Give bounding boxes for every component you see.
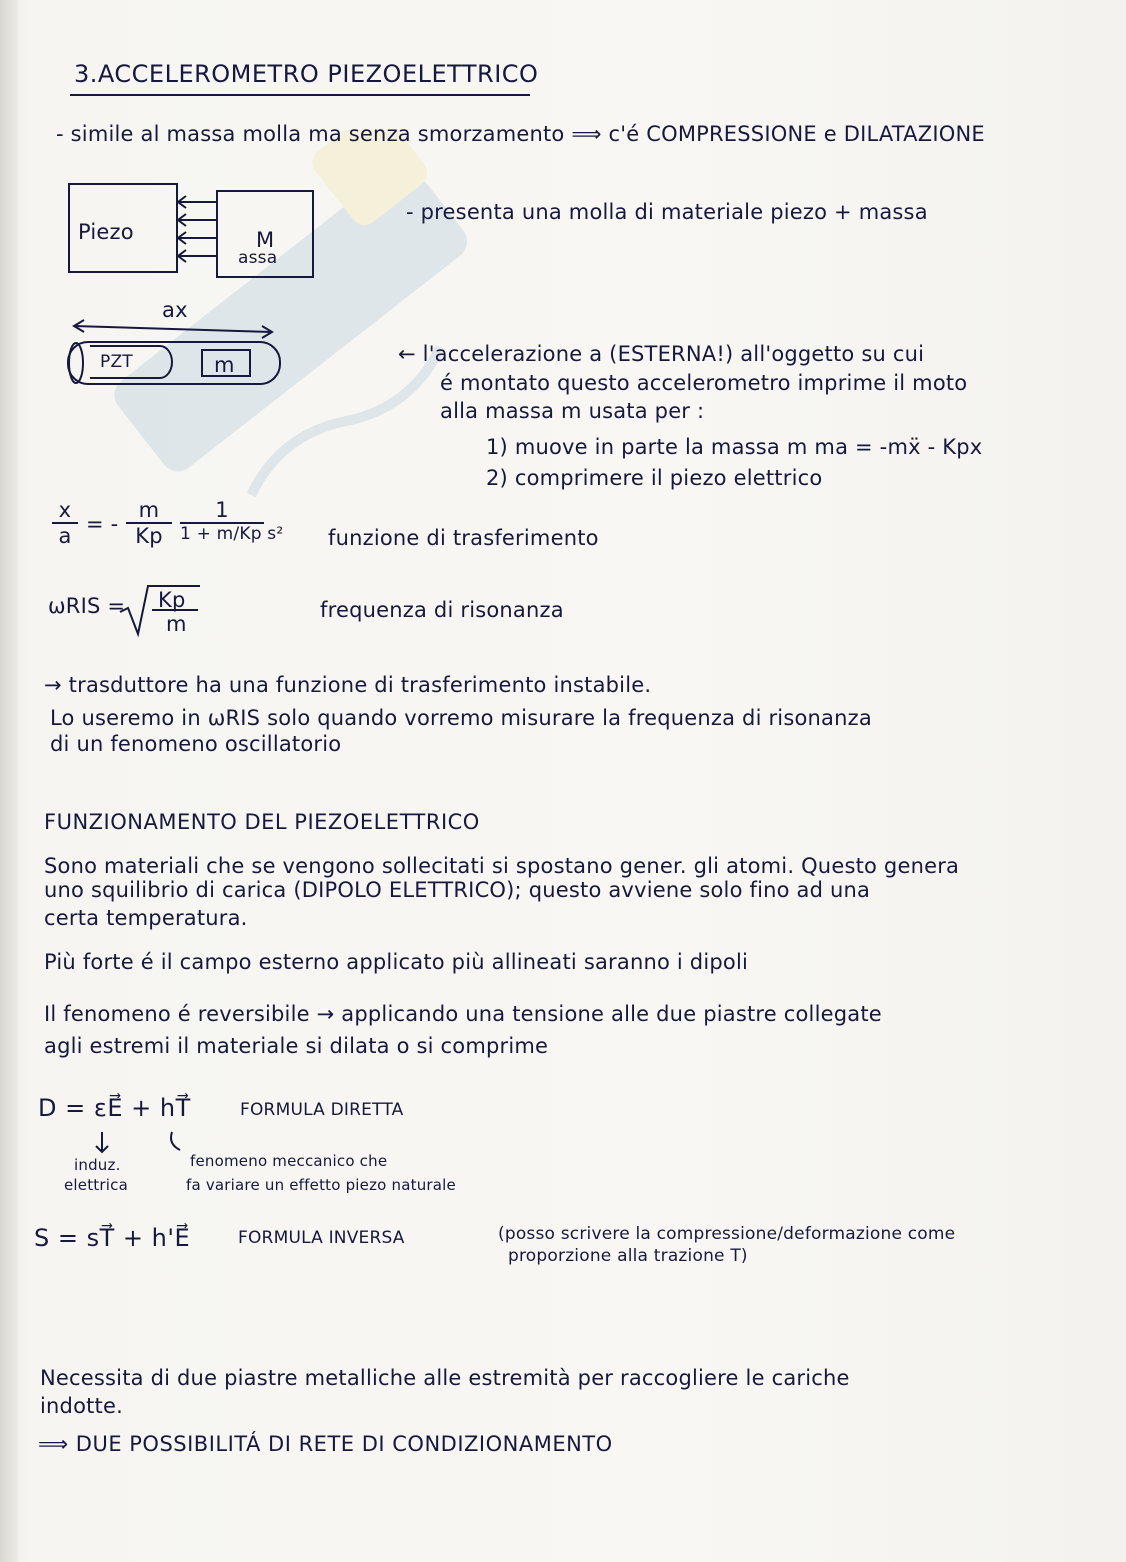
para5-line1: Necessita di due piastre metalliche alle estremità per raccogliere le cariche bbox=[40, 1366, 850, 1390]
mass-box bbox=[216, 190, 314, 278]
para1-line1: → trasduttore ha una funzione di trasferimento instabile. bbox=[44, 673, 652, 697]
formula-inverse-label: FORMULA INVERSA bbox=[238, 1228, 405, 1248]
accel-item-1: 1) muove in parte la massa m ma = -mẍ - Kpx bbox=[486, 435, 983, 459]
transfer-lhs-den: a bbox=[58, 524, 72, 548]
section2-title: FUNZIONAMENTO DEL PIEZOELETTRICO bbox=[44, 810, 480, 834]
spring-arrows bbox=[172, 190, 218, 274]
page-title: 3.ACCELEROMETRO PIEZOELETTRICO bbox=[74, 60, 539, 88]
accel-note-3: alla massa m usata per : bbox=[440, 399, 705, 423]
inverse-note-1: (posso scrivere la compressione/deformazione come bbox=[498, 1224, 956, 1244]
transfer-m-frac bbox=[126, 498, 172, 548]
direct-note-left-2: elettrica bbox=[64, 1176, 128, 1194]
transfer-lhs bbox=[52, 498, 78, 548]
direct-note-right-1: fenomeno meccanico che bbox=[190, 1152, 388, 1170]
transfer-m-num: m bbox=[126, 498, 172, 524]
para2-line2: uno squilibrio di carica (DIPOLO ELETTRICO); questo avviene solo fino ad una bbox=[44, 878, 871, 902]
resonance-num: Kp bbox=[158, 588, 186, 612]
para1-line3: di un fenomeno oscillatorio bbox=[50, 732, 342, 756]
formula-direct-label: FORMULA DIRETTA bbox=[240, 1100, 404, 1120]
accel-note-1: ← l'accelerazione a (ESTERNA!) all'oggetto su cui bbox=[398, 342, 925, 366]
transfer-label: funzione di trasferimento bbox=[328, 526, 599, 550]
para4-line1: Il fenomeno é reversibile → applicando una tensione alle due piastre collegate bbox=[44, 1002, 882, 1026]
transfer-lhs-num: x bbox=[52, 498, 78, 524]
accelerometer-drawing bbox=[60, 318, 290, 390]
piezo-box bbox=[68, 183, 178, 273]
resonance-den: m bbox=[166, 612, 187, 636]
accel-item-2: 2) comprimere il piezo elettrico bbox=[486, 466, 823, 490]
pzt-label: PZT bbox=[100, 352, 133, 372]
resonance-label: frequenza di risonanza bbox=[320, 598, 564, 622]
transfer-denominator: 1 + m/Kp s² bbox=[180, 524, 284, 544]
mass-label-top: M bbox=[256, 228, 275, 252]
transfer-one: 1 bbox=[180, 498, 264, 524]
transfer-m-den: Kp bbox=[135, 524, 163, 548]
para1-line2: Lo useremo in ωRIS solo quando vorremo misurare la frequenza di risonanza bbox=[50, 706, 872, 730]
mass-label-bottom: assa bbox=[238, 248, 278, 268]
inverse-note-2: proporzione alla trazione T) bbox=[508, 1246, 748, 1266]
accel-note-2: é montato questo accelerometro imprime il moto bbox=[440, 371, 968, 395]
formula-inverse: S = sT⃗ + h'E⃗ bbox=[34, 1224, 191, 1252]
para3: Più forte é il campo esterno applicato più allineati saranno i dipoli bbox=[44, 950, 749, 974]
resonance-lhs: ωRIS = bbox=[48, 594, 126, 618]
diagram1-note: - presenta una molla di materiale piezo + massa bbox=[406, 200, 928, 224]
ax-label: ax bbox=[162, 298, 188, 322]
transfer-eq: = - bbox=[86, 512, 119, 536]
formula-direct: D = εE⃗ + hT⃗ bbox=[38, 1094, 191, 1122]
direct-note-left-1: induz. bbox=[74, 1156, 121, 1174]
transfer-second-frac bbox=[180, 498, 284, 544]
para4-line2: agli estremi il materiale si dilata o si comprime bbox=[44, 1034, 549, 1058]
title-underline bbox=[70, 92, 532, 98]
para2-line3: certa temperatura. bbox=[44, 906, 248, 930]
page-binding-edge bbox=[0, 0, 18, 1562]
piezo-label: Piezo bbox=[78, 220, 134, 244]
m-label: m bbox=[214, 353, 235, 377]
para2-line1: Sono materiali che se vengono sollecitati si spostano gener. gli atomi. Questo genera bbox=[44, 854, 960, 878]
intro-line: - simile al massa molla ma senza smorzamento ⟹ c'é COMPRESSIONE e DILATAZIONE bbox=[56, 122, 985, 146]
para5-line2: indotte. bbox=[40, 1394, 123, 1418]
conclusion: ⟹ DUE POSSIBILITÁ DI RETE DI CONDIZIONAMENTO bbox=[38, 1432, 613, 1456]
direct-note-right-2: fa variare un effetto piezo naturale bbox=[186, 1176, 456, 1194]
